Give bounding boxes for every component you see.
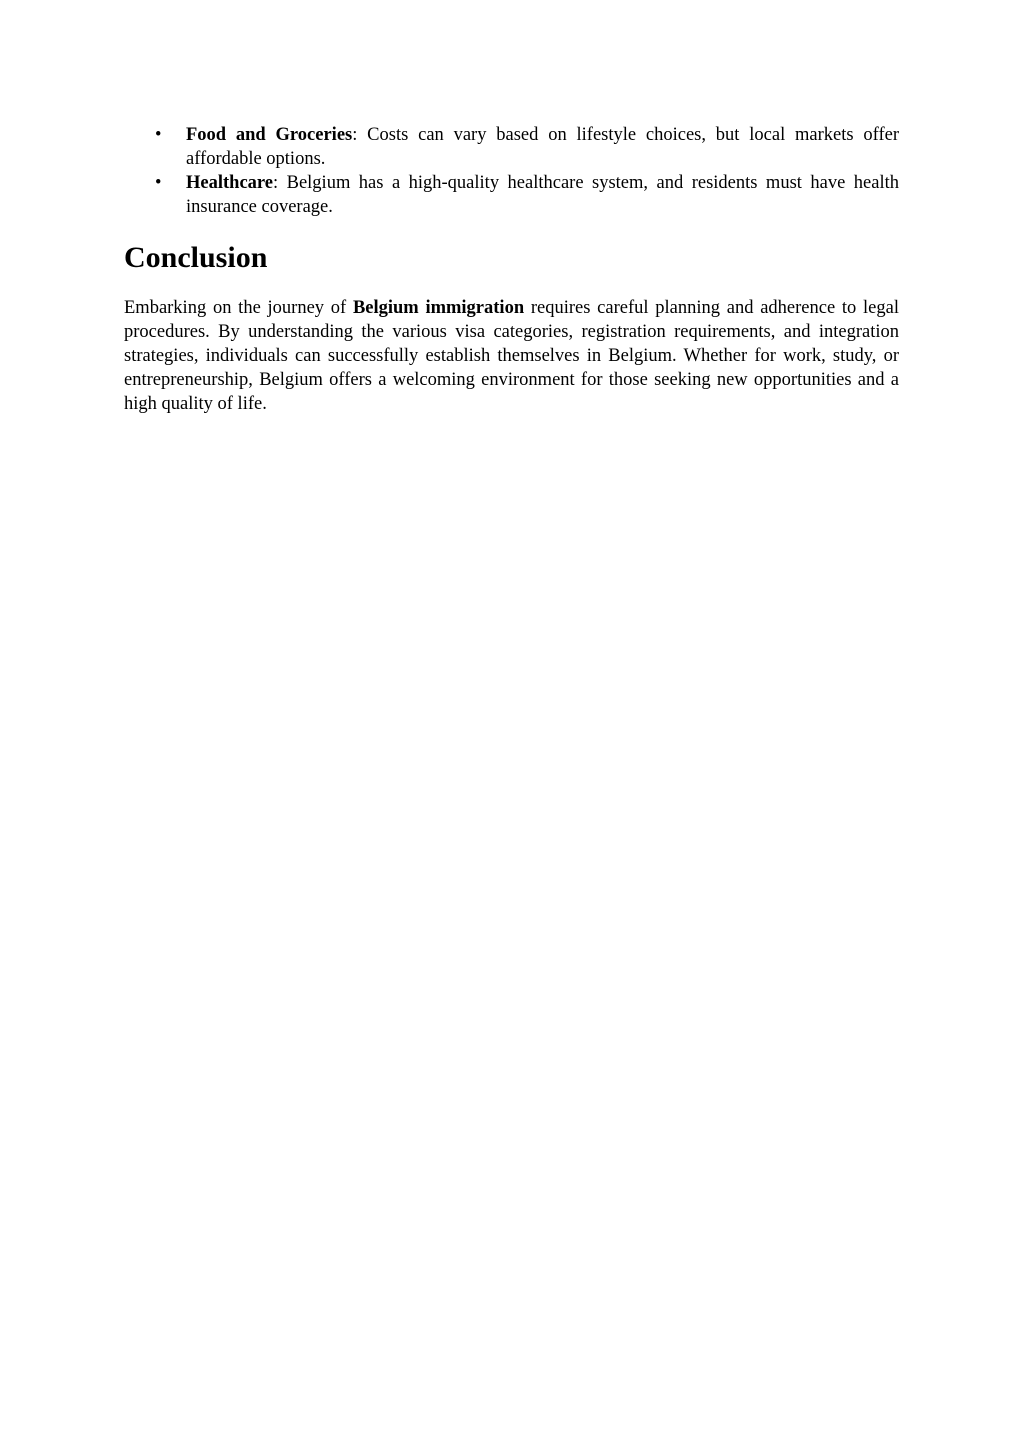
bullet-term: Food and Groceries <box>186 125 353 145</box>
bullet-text: : Belgium has a high-quality healthcare system, and residents must have health insurance coverage. <box>186 173 899 217</box>
bullet-term: Healthcare <box>186 173 273 193</box>
paragraph-text-start: Embarking on the journey of <box>124 298 353 318</box>
list-item <box>124 171 899 219</box>
document-page <box>124 123 899 416</box>
bullet-marker: • <box>155 173 162 193</box>
paragraph-text-end: requires careful planning and adherence to legal procedures. By understanding the various visa categories, registration requirements, and integration strategies, individuals can successfully establish themselves in Belgium. Whether for work, study, or entrepreneurship, Belgium offers a welcoming environment for those seeking new opportunities and a high quality of life. <box>124 298 899 414</box>
section-heading: Conclusion <box>124 241 268 274</box>
bullet-text: : Costs can vary based on lifestyle choices, but local markets offer affordable options. <box>186 125 899 169</box>
paragraph-emphasis: Belgium immigration <box>352 298 525 318</box>
bullet-marker: • <box>155 125 162 145</box>
conclusion-paragraph <box>124 296 899 416</box>
bullet-list <box>124 123 899 219</box>
list-item <box>124 123 899 171</box>
